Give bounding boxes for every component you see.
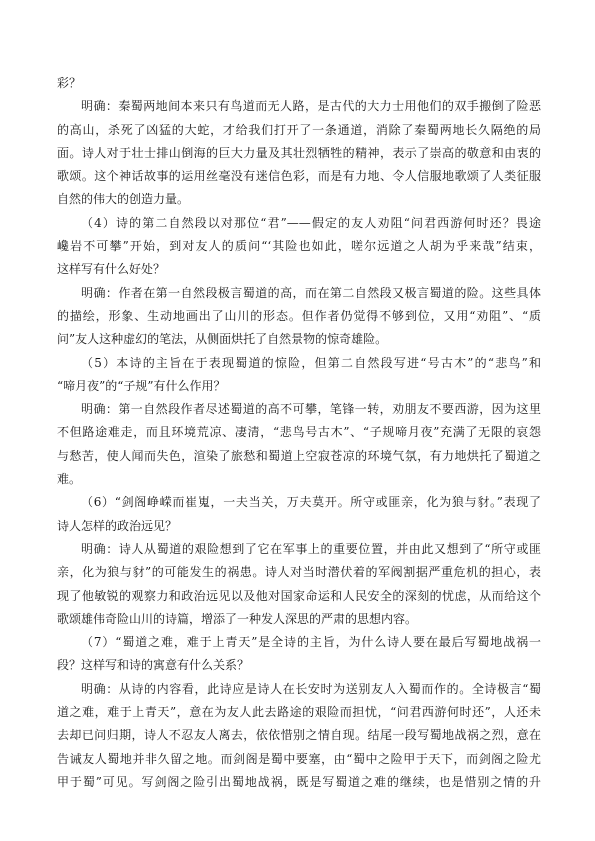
text-line: “啼月夜”的“子规”有什么作用？ <box>57 378 226 393</box>
text-line: 明确：诗人从蜀道的艰险想到了它在军事上的重要位置，并由此又想到了“所守或匪 <box>81 541 541 556</box>
text-line: （6）“剑阁峥嵘而崔嵬，一夫当关，万夫莫开。所守或匪亲，化为狼与豺。”表现了 <box>81 495 541 510</box>
text-line: （4）诗的第二自然段以对那位“君”——假定的友人劝阻“问君西游何时还？畏途 <box>81 215 541 230</box>
text-line: 诗人怎样的政治远见？ <box>57 518 178 533</box>
text-line: 道之难，难于上青天”，意在为友人此去路途的艰险而担忧，“问君西游何时还”，人还未 <box>57 705 541 720</box>
text-line: 的描绘，形象、生动地画出了山川的形态。但作者仍觉得不够到位，又用“劝阻”、“质 <box>57 308 541 323</box>
text-line: 自然的伟大的创造力量。 <box>57 192 190 207</box>
text-line: 巉岩不可攀”开始，到对友人的质问“‘其险也如此，嗟尔远道之人胡为乎来哉”结束， <box>57 239 541 254</box>
text-line: 亲，化为狼与豺”的可能发生的祸患。诗人对当时潜伏着的军阀割据严重危机的担心，表 <box>57 565 541 580</box>
text-line: 歌颂雄伟奇险山川的诗篇，增添了一种发人深思的严肃的思想内容。 <box>57 611 418 626</box>
text-line: 告诫友人蜀地并非久留之地。而剑阁是蜀中要塞，由“蜀中之险甲于天下，而剑阁之险尤 <box>57 751 541 766</box>
text-line: 去却已问归期，诗人不忍友人离去，依依惜别之情自现。结尾一段写蜀地战祸之烈，意在 <box>57 728 541 743</box>
text-line: 难。 <box>57 472 82 487</box>
text-line: （7）“蜀道之难，难于上青天”是全诗的主旨，为什么诗人要在最后写蜀地战祸一 <box>81 635 541 650</box>
text-line: 明确：从诗的内容看，此诗应是诗人在长安时为送别友人入蜀而作的。全诗极言“蜀 <box>81 681 541 696</box>
text-line: 这样写有什么好处？ <box>57 262 166 277</box>
text-line: 面。诗人对于壮士排山倒海的巨大力量及其壮烈牺牲的精神，表示了崇高的敬意和由衷的 <box>57 145 541 160</box>
text-line: 甲于蜀”可见。写剑阁之险引出蜀地战祸，既是写蜀道之难的继续，也是惜别之情的升 <box>57 774 541 789</box>
text-line: 明确：第一自然段作者尽述蜀道的高不可攀，笔锋一转，劝朋友不要西游，因为这里 <box>81 402 541 417</box>
text-line: （5）本诗的主旨在于表现蜀道的惊险，但第二自然段写进“号古木”的“悲鸟”和 <box>81 355 541 370</box>
text-line: 不但路途难走，而且环境荒凉、凄清，“悲鸟号古木”、“子规啼月夜”充满了无限的哀怨 <box>57 425 541 440</box>
document-page <box>57 72 541 794</box>
text-line: 明确：作者在第一自然段极言蜀道的高，而在第二自然段又极言蜀道的险。这些具体 <box>81 285 541 300</box>
text-line: 明确：秦蜀两地间本来只有鸟道而无人路，是古代的大力士用他们的双手搬倒了险恶 <box>81 99 541 114</box>
text-line: 现了他敏锐的观察力和政治远见以及他对国家命运和人民安全的深刻的忧虑，从而给这个 <box>57 588 541 603</box>
text-line: 问”友人这种虚幻的笔法，从侧面烘托了自然景物的惊奇雄险。 <box>57 332 388 347</box>
text-line: 彩？ <box>57 76 82 90</box>
text-line: 歌颂。这个神话故事的运用丝毫没有迷信色彩，而是有力地、令人信服地歌颂了人类征服 <box>57 169 541 184</box>
text-line: 与愁苦，使人闻而失色，渲染了旅愁和蜀道上空寂苍凉的环境气氛，有力地烘托了蜀道之 <box>57 448 541 463</box>
text-line: 段？这样写和诗的寓意有什么关系？ <box>57 658 250 673</box>
text-line: 的高山，杀死了凶猛的大蛇，才给我们打开了一条通道，消除了秦蜀两地长久隔绝的局 <box>57 122 541 137</box>
document-body <box>57 72 541 794</box>
